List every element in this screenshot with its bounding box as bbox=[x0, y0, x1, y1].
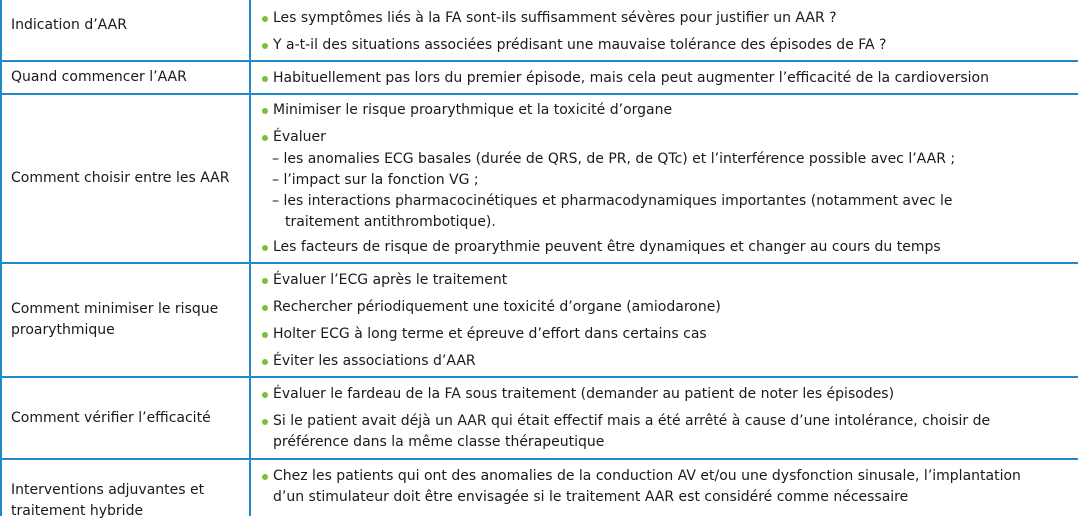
bullet-icon bbox=[262, 332, 268, 338]
table-row bbox=[0, 0, 1078, 62]
bullet-icon bbox=[262, 43, 268, 49]
list-subitem: traitement antithrombotique). bbox=[285, 214, 496, 230]
bullet-icon bbox=[262, 278, 268, 284]
list-subitem: – l’impact sur la fonction VG ; bbox=[272, 172, 479, 188]
list-item: Évaluer l’ECG après le traitement bbox=[273, 272, 508, 288]
row-label: Quand commencer l’AAR bbox=[11, 69, 187, 85]
row-label: Comment vérifier l’efficacité bbox=[11, 409, 211, 426]
table-row bbox=[0, 264, 1078, 378]
table-row bbox=[0, 378, 1078, 460]
bullet-icon bbox=[262, 76, 268, 82]
list-item: Les facteurs de risque de proarythmie peuvent être dynamiques et changer au cours du temps bbox=[273, 239, 941, 255]
row-label: Indication d’AAR bbox=[11, 16, 127, 33]
row-label-cell bbox=[0, 0, 251, 60]
bullet-icon bbox=[262, 392, 268, 398]
list-item-continuation: préférence dans la même classe thérapeutique bbox=[273, 434, 605, 450]
row-label-cell bbox=[0, 264, 251, 376]
bullet-icon bbox=[262, 359, 268, 365]
list-item: Évaluer le fardeau de la FA sous traitement (demander au patient de noter les épisodes) bbox=[273, 386, 895, 402]
list-item: Éviter les associations d’AAR bbox=[273, 353, 476, 369]
row-label: Comment minimiser le risque proarythmique bbox=[11, 301, 219, 338]
list-item: Habituellement pas lors du premier épisode, mais cela peut augmenter l’efficacité de la cardioversion bbox=[273, 70, 989, 86]
table-row bbox=[0, 95, 1078, 264]
row-label: Comment choisir entre les AAR bbox=[11, 170, 230, 186]
row-label: Interventions adjuvantes et traitement hybride bbox=[11, 482, 205, 519]
bullet-icon bbox=[262, 16, 268, 22]
list-item: Holter ECG à long terme et épreuve d’effort dans certains cas bbox=[273, 326, 707, 342]
row-label-cell bbox=[0, 62, 251, 93]
list-item: Rechercher périodiquement une toxicité d’organe (amiodarone) bbox=[273, 299, 721, 315]
bullet-icon bbox=[262, 419, 268, 425]
table-row bbox=[0, 460, 1078, 519]
bullet-icon bbox=[262, 108, 268, 114]
list-item: Les symptômes liés à la FA sont-ils suffisamment sévères pour justifier un AAR ? bbox=[273, 10, 837, 26]
bullet-icon bbox=[262, 474, 268, 480]
list-subitem: – les interactions pharmacocinétiques et pharmacodynamiques importantes (notamment avec le bbox=[272, 193, 953, 209]
list-item: Y a-t-il des situations associées prédisant une mauvaise tolérance des épisodes de FA ? bbox=[273, 37, 887, 53]
row-label-cell bbox=[0, 95, 251, 262]
row-label-cell bbox=[0, 460, 251, 519]
bullet-icon bbox=[262, 135, 268, 141]
list-subitem: – les anomalies ECG basales (durée de QRS, de PR, de QTc) et l’interférence possible avec l’AAR ; bbox=[272, 151, 956, 167]
bullet-icon bbox=[262, 245, 268, 251]
row-label-cell bbox=[0, 378, 251, 458]
list-item: Minimiser le risque proarythmique et la toxicité d’organe bbox=[273, 102, 673, 118]
list-item-continuation: d’un stimulateur doit être envisagée si le traitement AAR est considéré comme nécessaire bbox=[273, 489, 909, 505]
list-item: Évaluer bbox=[273, 129, 326, 145]
list-item: Si le patient avait déjà un AAR qui était effectif mais a été arrêté à cause d’une intolérance, choisir de bbox=[273, 413, 991, 429]
list-item: Chez les patients qui ont des anomalies de la conduction AV et/ou une dysfonction sinusale, l’implantation bbox=[273, 468, 1021, 484]
table-row bbox=[0, 62, 1078, 95]
bullet-icon bbox=[262, 305, 268, 311]
